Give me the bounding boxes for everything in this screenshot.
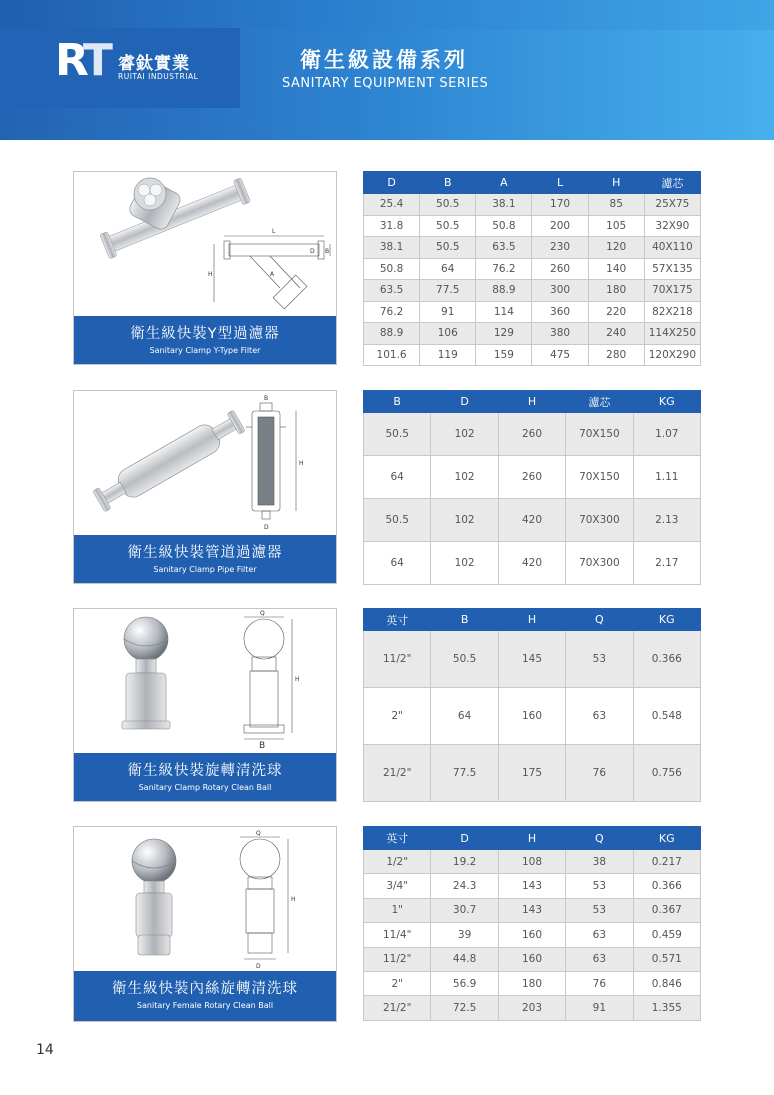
table-cell: 64 <box>364 456 431 499</box>
table-cell: 102 <box>431 456 498 499</box>
table-cell: 25X75 <box>644 194 700 216</box>
product-name-cn: 衛生級快裝Y型過濾器 <box>130 326 280 342</box>
table-cell: 70X150 <box>566 456 633 499</box>
drawing-label-q: Q <box>256 830 261 837</box>
drawing-label-b: B <box>259 741 266 751</box>
table-cell: 300 <box>532 280 588 302</box>
table-cell: 0.548 <box>633 688 700 745</box>
table-cell: 77.5 <box>420 280 476 302</box>
table-cell: 88.9 <box>476 280 532 302</box>
table-cell: 0.366 <box>633 631 700 688</box>
product-caption <box>74 535 336 583</box>
table-row <box>364 344 701 366</box>
table-cell: 63.5 <box>476 237 532 259</box>
table-cell: 72.5 <box>431 996 498 1020</box>
table-row <box>364 258 701 280</box>
table-header-cell: D <box>364 172 420 194</box>
series-title-cn: 衛生級設備系列 <box>300 48 468 72</box>
table-header-cell: KG <box>633 609 700 631</box>
table-cell: 38.1 <box>364 237 420 259</box>
product-name-cn: 衛生級快裝內絲旋轉清洗球 <box>112 981 298 997</box>
table-cell: 119 <box>420 344 476 366</box>
table-row <box>364 923 701 947</box>
drawing-label-b: B <box>325 248 330 255</box>
table-header-row <box>364 391 701 413</box>
table-cell: 108 <box>498 850 565 874</box>
table-cell: 50.5 <box>420 194 476 216</box>
drawing-label-h: H <box>291 896 296 903</box>
drawing-label-h: H <box>295 676 300 683</box>
drawing-label-d: D <box>256 963 261 970</box>
table-cell: 2" <box>364 971 431 995</box>
table-header-cell: KG <box>633 391 700 413</box>
table-cell: 70X300 <box>566 499 633 542</box>
table-cell: 0.571 <box>633 947 700 971</box>
table-cell: 63 <box>566 923 633 947</box>
table-cell: 11/2" <box>364 631 431 688</box>
table-header-cell: Q <box>566 609 633 631</box>
table-header-cell: B <box>431 609 498 631</box>
table-cell: 120 <box>588 237 644 259</box>
table-cell: 21/2" <box>364 745 431 802</box>
table-cell: 91 <box>566 996 633 1020</box>
table-cell: 114 <box>476 301 532 323</box>
table-cell: 76 <box>566 745 633 802</box>
table-cell: 50.5 <box>431 631 498 688</box>
table-cell: 63.5 <box>364 280 420 302</box>
table-header-row <box>364 609 701 631</box>
spec-table-pipe-filter <box>363 390 701 585</box>
table-cell: 2.13 <box>633 499 700 542</box>
table-row <box>364 850 701 874</box>
table-cell: 70X175 <box>644 280 700 302</box>
table-header-cell: H <box>588 172 644 194</box>
table-cell: 0.846 <box>633 971 700 995</box>
table-cell: 200 <box>532 215 588 237</box>
product-name-cn: 衛生級快裝管道過濾器 <box>127 545 283 561</box>
table-header-cell: L <box>532 172 588 194</box>
table-header-row <box>364 827 701 850</box>
table-cell: 105 <box>588 215 644 237</box>
table-cell: 1/2" <box>364 850 431 874</box>
table-row <box>364 631 701 688</box>
table-row <box>364 898 701 922</box>
table-cell: 76.2 <box>364 301 420 323</box>
table-header-cell: B <box>364 391 431 413</box>
table-cell: 0.366 <box>633 874 700 898</box>
table-row <box>364 542 701 585</box>
table-header-cell: D <box>431 391 498 413</box>
table-cell: 2.17 <box>633 542 700 585</box>
table-cell: 40X110 <box>644 237 700 259</box>
table-cell: 56.9 <box>431 971 498 995</box>
table-cell: 21/2" <box>364 996 431 1020</box>
table-cell: 64 <box>431 688 498 745</box>
table-cell: 11/4" <box>364 923 431 947</box>
table-cell: 360 <box>532 301 588 323</box>
table-header-cell: B <box>420 172 476 194</box>
table-cell: 64 <box>364 542 431 585</box>
table-header-cell: 英寸 <box>364 827 431 850</box>
table-cell: 0.756 <box>633 745 700 802</box>
table-row <box>364 194 701 216</box>
table-header-cell: KG <box>633 827 700 850</box>
table-cell: 53 <box>566 874 633 898</box>
table-row <box>364 499 701 542</box>
table-cell: 50.5 <box>420 215 476 237</box>
table-cell: 82X218 <box>644 301 700 323</box>
table-cell: 1.11 <box>633 456 700 499</box>
product-card-pipe-filter <box>73 390 337 584</box>
table-cell: 143 <box>498 874 565 898</box>
product-card-y-filter <box>73 171 337 365</box>
table-header-row <box>364 172 701 194</box>
table-cell: 280 <box>588 344 644 366</box>
table-cell: 88.9 <box>364 323 420 345</box>
table-row <box>364 237 701 259</box>
drawing-label-d: D <box>264 524 269 531</box>
table-cell: 160 <box>498 923 565 947</box>
table-cell: 102 <box>431 542 498 585</box>
table-cell: 19.2 <box>431 850 498 874</box>
table-cell: 101.6 <box>364 344 420 366</box>
table-header-cell: D <box>431 827 498 850</box>
table-cell: 50.5 <box>364 499 431 542</box>
table-cell: 91 <box>420 301 476 323</box>
table-cell: 50.8 <box>364 258 420 280</box>
table-cell: 0.459 <box>633 923 700 947</box>
table-cell: 25.4 <box>364 194 420 216</box>
table-cell: 159 <box>476 344 532 366</box>
table-row <box>364 996 701 1020</box>
spec-table-rotary-ball <box>363 608 701 802</box>
table-row <box>364 745 701 802</box>
table-cell: 38.1 <box>476 194 532 216</box>
table-cell: 145 <box>498 631 565 688</box>
table-cell: 70X300 <box>566 542 633 585</box>
table-header-cell: H <box>498 609 565 631</box>
table-cell: 50.5 <box>364 413 431 456</box>
drawing-label-q: Q <box>260 610 265 617</box>
spec-table-y-filter <box>363 171 701 366</box>
drawing-label-b: B <box>264 395 269 402</box>
table-cell: 120X290 <box>644 344 700 366</box>
product-name-en: Sanitary Female Rotary Clean Ball <box>136 1001 274 1010</box>
table-cell: 114X250 <box>644 323 700 345</box>
rotary-ball-illustration <box>74 609 336 755</box>
brand-logo-mark: RT <box>55 35 109 86</box>
drawing-label-l: L <box>272 228 276 235</box>
table-cell: 106 <box>420 323 476 345</box>
table-cell: 160 <box>498 947 565 971</box>
table-cell: 175 <box>498 745 565 802</box>
pipe-filter-illustration <box>74 391 336 537</box>
table-cell: 170 <box>532 194 588 216</box>
product-caption <box>74 316 336 364</box>
table-cell: 63 <box>566 688 633 745</box>
table-row <box>364 971 701 995</box>
table-row <box>364 215 701 237</box>
table-cell: 85 <box>588 194 644 216</box>
table-cell: 420 <box>498 542 565 585</box>
table-header-cell: 濾芯 <box>566 391 633 413</box>
table-cell: 57X135 <box>644 258 700 280</box>
table-row <box>364 688 701 745</box>
table-cell: 44.8 <box>431 947 498 971</box>
table-cell: 102 <box>431 413 498 456</box>
table-row <box>364 280 701 302</box>
table-cell: 420 <box>498 499 565 542</box>
table-cell: 380 <box>532 323 588 345</box>
drawing-label-h: H <box>299 460 304 467</box>
table-header-cell: Q <box>566 827 633 850</box>
drawing-label-a: A <box>270 271 275 278</box>
table-cell: 260 <box>498 413 565 456</box>
product-name-en: Sanitary Clamp Rotary Clean Ball <box>138 783 272 792</box>
table-cell: 64 <box>420 258 476 280</box>
table-cell: 24.3 <box>431 874 498 898</box>
brand-name-cn: 睿鈦實業 <box>118 54 190 74</box>
table-cell: 140 <box>588 258 644 280</box>
table-row <box>364 874 701 898</box>
table-cell: 53 <box>566 898 633 922</box>
table-cell: 143 <box>498 898 565 922</box>
table-cell: 260 <box>532 258 588 280</box>
female-rotary-ball-illustration <box>74 827 336 973</box>
table-header-cell: A <box>476 172 532 194</box>
table-header-cell: H <box>498 391 565 413</box>
series-title-en: SANITARY EQUIPMENT SERIES <box>282 76 489 91</box>
table-cell: 3/4" <box>364 874 431 898</box>
table-cell: 2" <box>364 688 431 745</box>
product-caption <box>74 753 336 801</box>
drawing-label-h: H <box>208 271 213 278</box>
table-cell: 31.8 <box>364 215 420 237</box>
table-cell: 70X150 <box>566 413 633 456</box>
table-cell: 0.367 <box>633 898 700 922</box>
product-card-rotary-ball <box>73 608 337 802</box>
table-cell: 76.2 <box>476 258 532 280</box>
table-header-cell: H <box>498 827 565 850</box>
table-cell: 77.5 <box>431 745 498 802</box>
table-cell: 1.07 <box>633 413 700 456</box>
table-cell: 53 <box>566 631 633 688</box>
table-cell: 475 <box>532 344 588 366</box>
product-caption <box>74 971 336 1021</box>
page-number: 14 <box>36 1042 54 1058</box>
table-cell: 203 <box>498 996 565 1020</box>
spec-table-female-rotary-ball <box>363 826 701 1021</box>
table-row <box>364 947 701 971</box>
table-cell: 230 <box>532 237 588 259</box>
product-name-cn: 衛生級快裝旋轉清洗球 <box>127 763 283 779</box>
page-header <box>0 0 774 140</box>
table-cell: 220 <box>588 301 644 323</box>
table-cell: 1.355 <box>633 996 700 1020</box>
product-name-en: Sanitary Clamp Pipe Filter <box>153 565 257 574</box>
table-cell: 240 <box>588 323 644 345</box>
table-cell: 50.5 <box>420 237 476 259</box>
brand-name-en: RUITAI INDUSTRIAL <box>118 72 199 81</box>
table-cell: 39 <box>431 923 498 947</box>
table-row <box>364 323 701 345</box>
table-cell: 50.8 <box>476 215 532 237</box>
table-cell: 32X90 <box>644 215 700 237</box>
drawing-label-d: D <box>310 248 315 255</box>
table-cell: 180 <box>588 280 644 302</box>
table-cell: 180 <box>498 971 565 995</box>
table-cell: 11/2" <box>364 947 431 971</box>
table-row <box>364 301 701 323</box>
table-row <box>364 413 701 456</box>
table-cell: 30.7 <box>431 898 498 922</box>
table-cell: 260 <box>498 456 565 499</box>
product-card-female-rotary-ball <box>73 826 337 1022</box>
table-cell: 76 <box>566 971 633 995</box>
table-row <box>364 456 701 499</box>
table-cell: 1" <box>364 898 431 922</box>
table-cell: 102 <box>431 499 498 542</box>
table-cell: 63 <box>566 947 633 971</box>
y-filter-illustration <box>74 172 336 318</box>
table-header-cell: 濾芯 <box>644 172 700 194</box>
table-cell: 160 <box>498 688 565 745</box>
table-cell: 129 <box>476 323 532 345</box>
table-cell: 0.217 <box>633 850 700 874</box>
product-name-en: Sanitary Clamp Y-Type Filter <box>149 346 261 355</box>
table-header-cell: 英寸 <box>364 609 431 631</box>
table-cell: 38 <box>566 850 633 874</box>
